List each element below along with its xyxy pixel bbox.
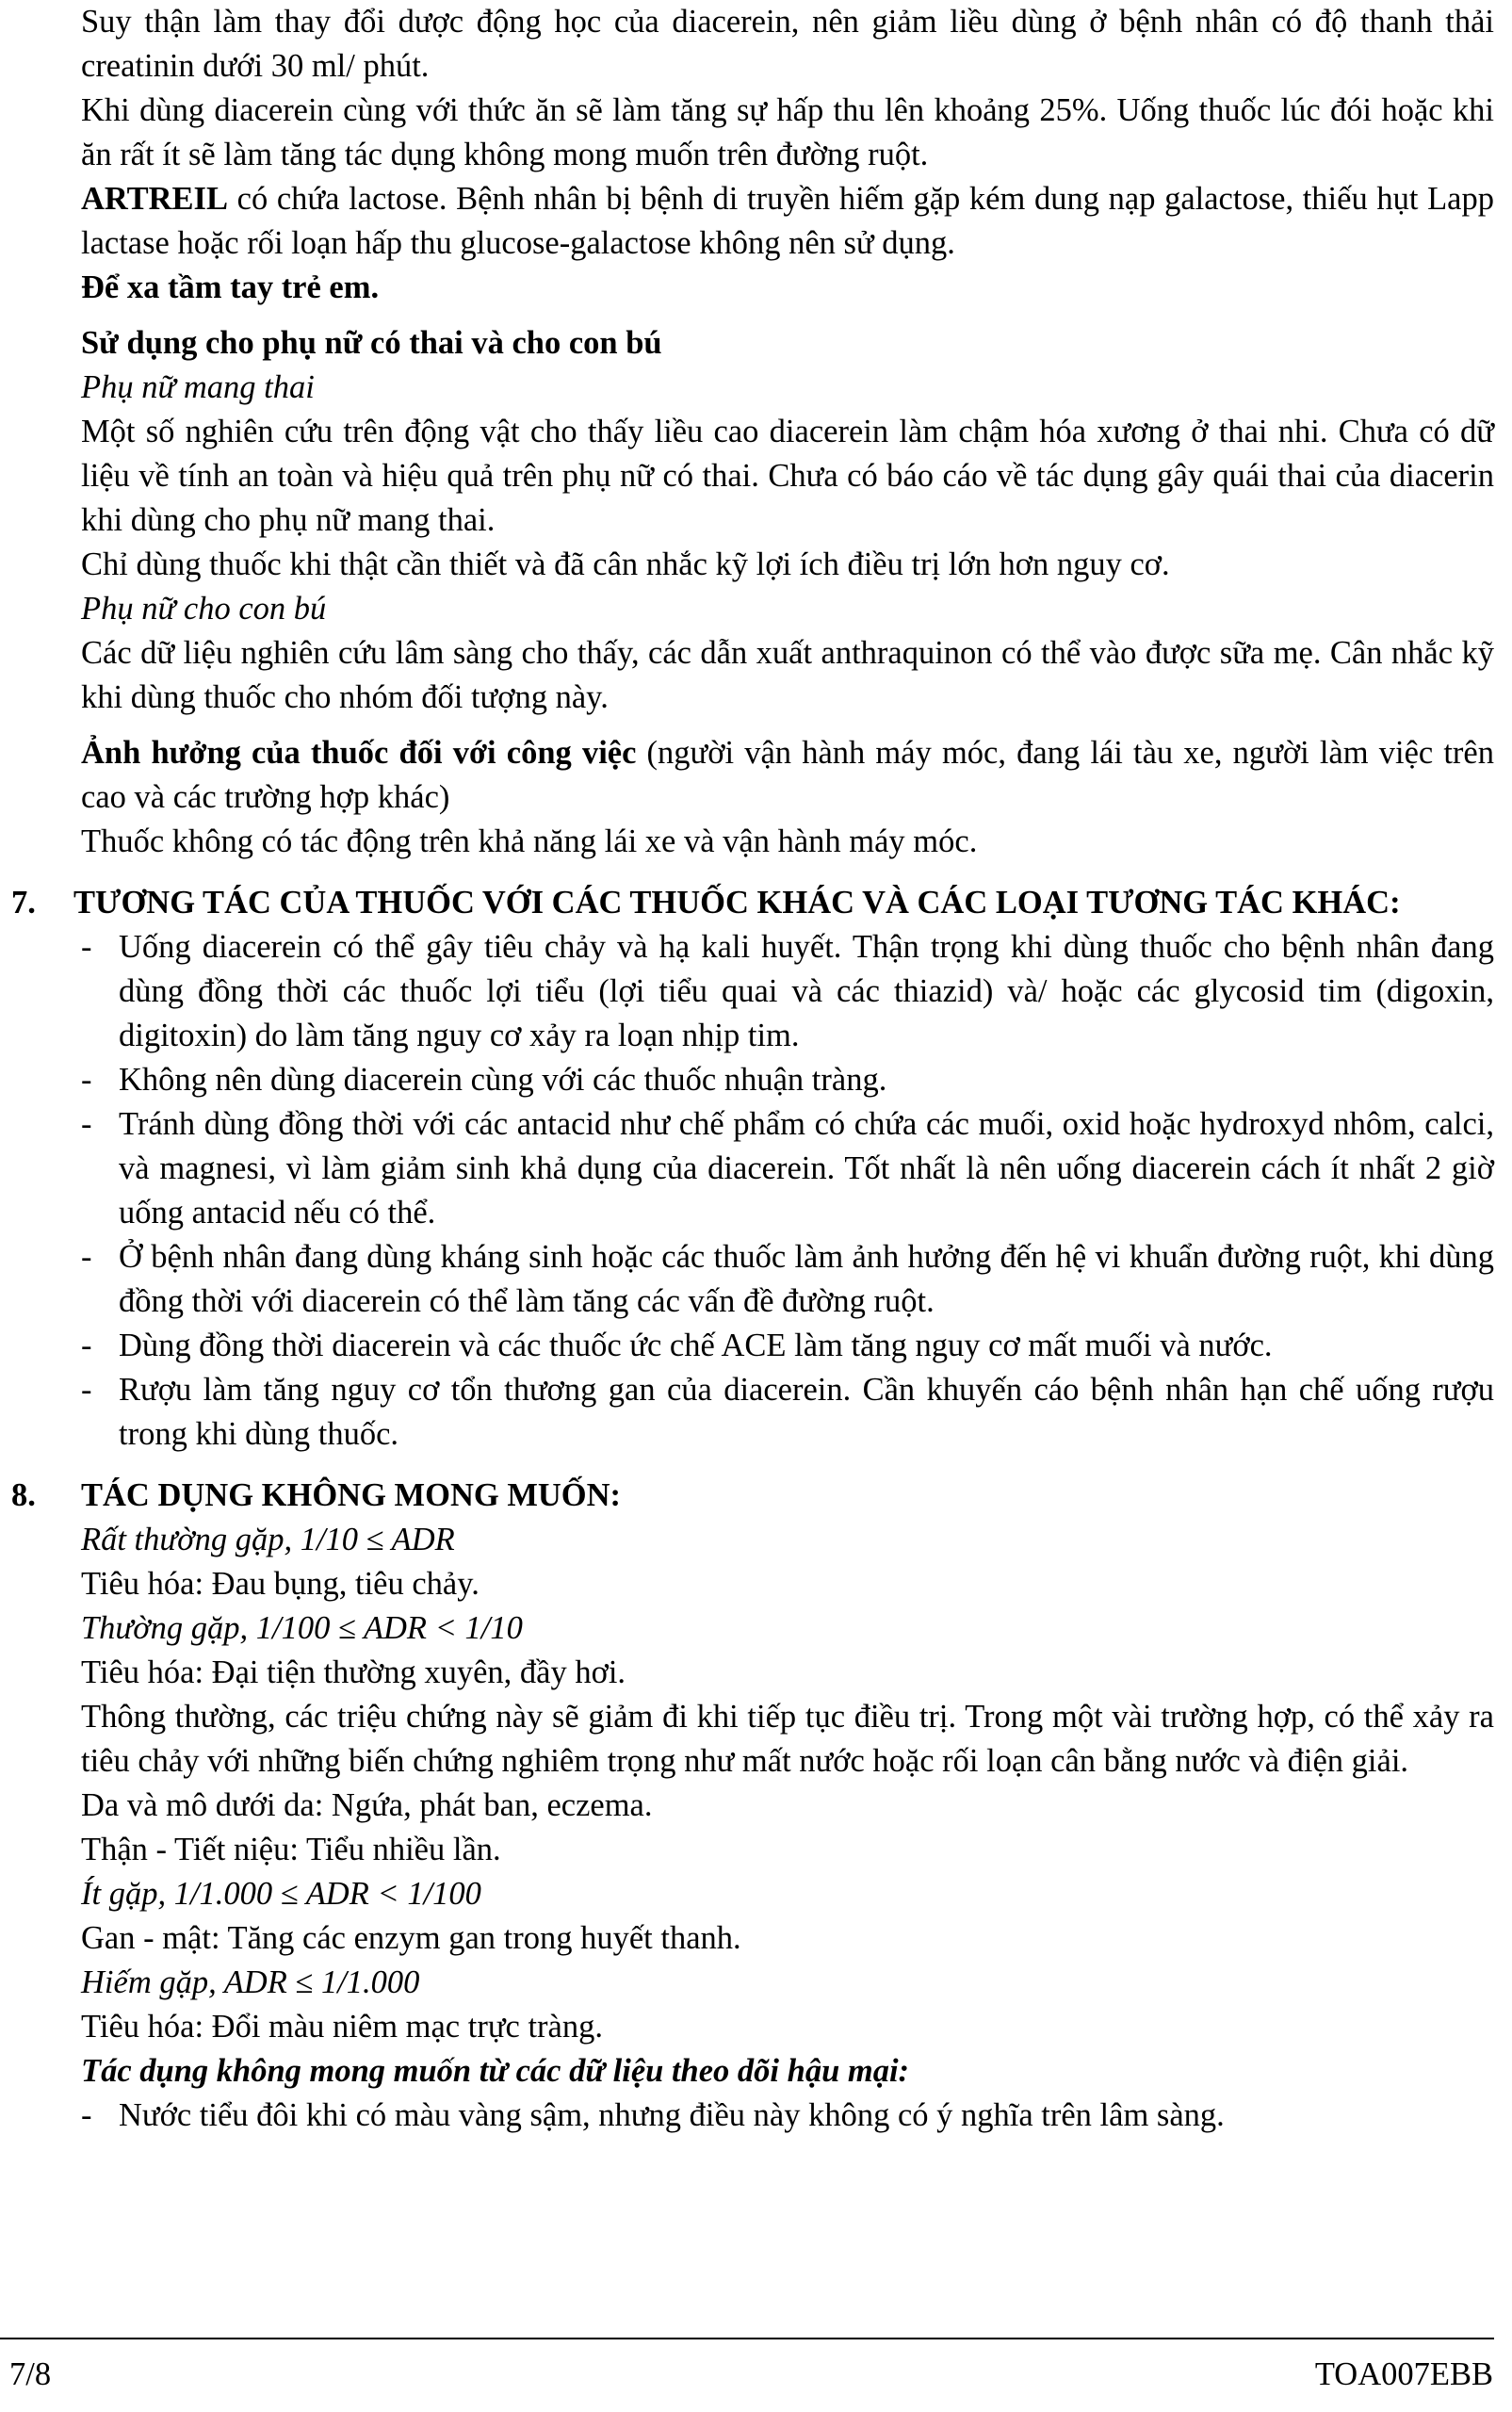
uncommon-text: Gan - mật: Tăng các enzym gan trong huyết thanh. bbox=[81, 1920, 741, 1956]
list-dash: - bbox=[81, 1062, 92, 1098]
footer-divider bbox=[0, 2338, 1494, 2339]
list-item bbox=[81, 1368, 1494, 1457]
postmarket-heading: Tác dụng không mong muốn từ các dữ liệu theo dõi hậu mại: bbox=[81, 2053, 910, 2089]
food-paragraph: Khi dùng diacerein cùng với thức ăn sẽ làm tăng sự hấp thu lên khoảng 25%. Uống thuốc lúc đói hoặc khi ăn rất ít sẽ làm tăng tác dụng không mong muốn trên đường ruột. bbox=[81, 92, 1494, 172]
common-text-4: Thận - Tiết niệu: Tiểu nhiều lần. bbox=[81, 1832, 501, 1867]
list-item-text: Dùng đồng thời diacerein và các thuốc ức chế ACE làm tăng nguy cơ mất muối và nước. bbox=[119, 1328, 1273, 1363]
rare-heading: Hiếm gặp, ADR ≤ 1/1.000 bbox=[81, 1964, 420, 2000]
list-item-text: Không nên dùng diacerein cùng với các thuốc nhuận tràng. bbox=[119, 1062, 887, 1098]
very-common-heading: Rất thường gặp, 1/10 ≤ ADR bbox=[81, 1522, 455, 1557]
very-common-text: Tiêu hóa: Đau bụng, tiêu chảy. bbox=[81, 1566, 480, 1602]
list-item-text: Rượu làm tăng nguy cơ tổn thương gan của diacerein. Cần khuyến cáo bệnh nhân hạn chế uống rượu trong khi dùng thuốc. bbox=[119, 1372, 1494, 1452]
postmarket-list bbox=[81, 2094, 1494, 2138]
section-7-number: 7. bbox=[11, 885, 36, 921]
work-heading bbox=[81, 731, 1494, 820]
lactation-paragraph: Các dữ liệu nghiên cứu lâm sàng cho thấy, các dẫn xuất anthraquinon có thể vào được sữa mẹ. Cân nhắc kỹ khi dùng thuốc cho nhóm đối tượng này. bbox=[81, 635, 1494, 715]
section-8 bbox=[11, 1474, 1494, 2138]
list-item bbox=[81, 1058, 1494, 1102]
lactation-subheading: Phụ nữ cho con bú bbox=[81, 591, 327, 627]
pregnant-subheading: Phụ nữ mang thai bbox=[81, 369, 315, 405]
work-heading-rest: (người vận hành máy móc, đang lái tàu xe, người làm việc trên cao và các trường hợp khác) bbox=[81, 735, 1494, 815]
list-dash: - bbox=[81, 1372, 92, 1408]
document-page bbox=[11, 0, 1494, 2138]
work-heading-bold: Ảnh hưởng của thuốc đối với công việc bbox=[81, 735, 637, 771]
list-item-text: Uống diacerein có thể gây tiêu chảy và hạ kali huyết. Thận trọng khi dùng thuốc cho bệnh nhân đang dùng đồng thời các thuốc lợi tiểu (lợi tiểu quai và các thiazid) và/ hoặc các glycosid tim (digoxin, digitoxin) do làm tăng nguy cơ xảy ra loạn nhịp tim. bbox=[119, 929, 1494, 1053]
list-dash: - bbox=[81, 929, 92, 965]
section-7-title: TƯƠNG TÁC CỦA THUỐC VỚI CÁC THUỐC KHÁC VÀ CÁC LOẠI TƯƠNG TÁC KHÁC: bbox=[73, 885, 1401, 921]
section-8-number: 8. bbox=[11, 1477, 36, 1513]
list-item bbox=[81, 1324, 1494, 1368]
list-dash: - bbox=[81, 1106, 92, 1142]
list-item-text: Nước tiểu đôi khi có màu vàng sậm, nhưng điều này không có ý nghĩa trên lâm sàng. bbox=[119, 2097, 1225, 2133]
interaction-list bbox=[81, 925, 1494, 1457]
list-dash: - bbox=[81, 1328, 92, 1363]
list-item-text: Ở bệnh nhân đang dùng kháng sinh hoặc các thuốc làm ảnh hưởng đến hệ vi khuẩn đường ruột, khi dùng đồng thời với diacerein có thể làm tăng các vấn đề đường ruột. bbox=[119, 1239, 1494, 1319]
list-item-text: Tránh dùng đồng thời với các antacid như chế phẩm có chứa các muối, oxid hoặc hydroxyd nhôm, calci, và magnesi, vì làm giảm sinh khả dụng của diacerein. Tốt nhất là nên uống diacerein cách ít nhất 2 giờ uống antacid nếu có thể. bbox=[119, 1106, 1494, 1230]
uncommon-heading: Ít gặp, 1/1.000 ≤ ADR < 1/100 bbox=[81, 1876, 481, 1912]
product-name: ARTREIL bbox=[81, 181, 228, 217]
common-text-3: Da và mô dưới da: Ngứa, phát ban, eczema. bbox=[81, 1787, 653, 1823]
common-text-2: Thông thường, các triệu chứng này sẽ giảm đi khi tiếp tục điều trị. Trong một vài trường hợp, có thể xảy ra tiêu chảy với những biến chứng nghiêm trọng như mất nước hoặc rối loạn cân bằng nước và điện giải. bbox=[81, 1699, 1494, 1779]
page-number: 7/8 bbox=[9, 2356, 52, 2392]
list-item bbox=[81, 1102, 1494, 1235]
lactose-text: có chứa lactose. Bệnh nhân bị bệnh di truyền hiếm gặp kém dung nạp galactose, thiếu hụt Lapp lactase hoặc rối loạn hấp thu glucose-galactose không nên sử dụng. bbox=[81, 181, 1494, 261]
pregnancy-advice: Chỉ dùng thuốc khi thật cần thiết và đã cân nhắc kỹ lợi ích điều trị lớn hơn nguy cơ. bbox=[81, 546, 1170, 582]
common-text-1: Tiêu hóa: Đại tiện thường xuyên, đầy hơi. bbox=[81, 1654, 626, 1690]
list-item bbox=[81, 925, 1494, 1058]
renal-paragraph: Suy thận làm thay đổi dược động học của diacerein, nên giảm liều dùng ở bệnh nhân có độ thanh thải creatinin dưới 30 ml/ phút. bbox=[81, 4, 1494, 84]
list-item bbox=[81, 1235, 1494, 1324]
lactose-paragraph bbox=[81, 177, 1494, 266]
rare-text: Tiêu hóa: Đổi màu niêm mạc trực tràng. bbox=[81, 2009, 603, 2045]
pregnancy-paragraph: Một số nghiên cứu trên động vật cho thấy liều cao diacerein làm chậm hóa xương ở thai nhi. Chưa có dữ liệu về tính an toàn và hiệu quả trên phụ nữ có thai. Chưa có báo cáo về tác dụng gây quái thai của diacerin khi dùng cho phụ nữ mang thai. bbox=[81, 414, 1494, 538]
work-paragraph: Thuốc không có tác động trên khả năng lái xe và vận hành máy móc. bbox=[81, 823, 978, 859]
list-item bbox=[81, 2094, 1494, 2138]
common-heading: Thường gặp, 1/100 ≤ ADR < 1/10 bbox=[81, 1610, 523, 1646]
section-8-title: TÁC DỤNG KHÔNG MONG MUỐN: bbox=[81, 1477, 622, 1513]
children-warning: Để xa tầm tay trẻ em. bbox=[81, 269, 380, 305]
document-code: TOA007EBB bbox=[1314, 2356, 1493, 2392]
list-dash: - bbox=[81, 2097, 92, 2133]
section-7 bbox=[11, 881, 1494, 1457]
pregnancy-heading: Sử dụng cho phụ nữ có thai và cho con bú bbox=[81, 325, 662, 361]
list-dash: - bbox=[81, 1239, 92, 1275]
